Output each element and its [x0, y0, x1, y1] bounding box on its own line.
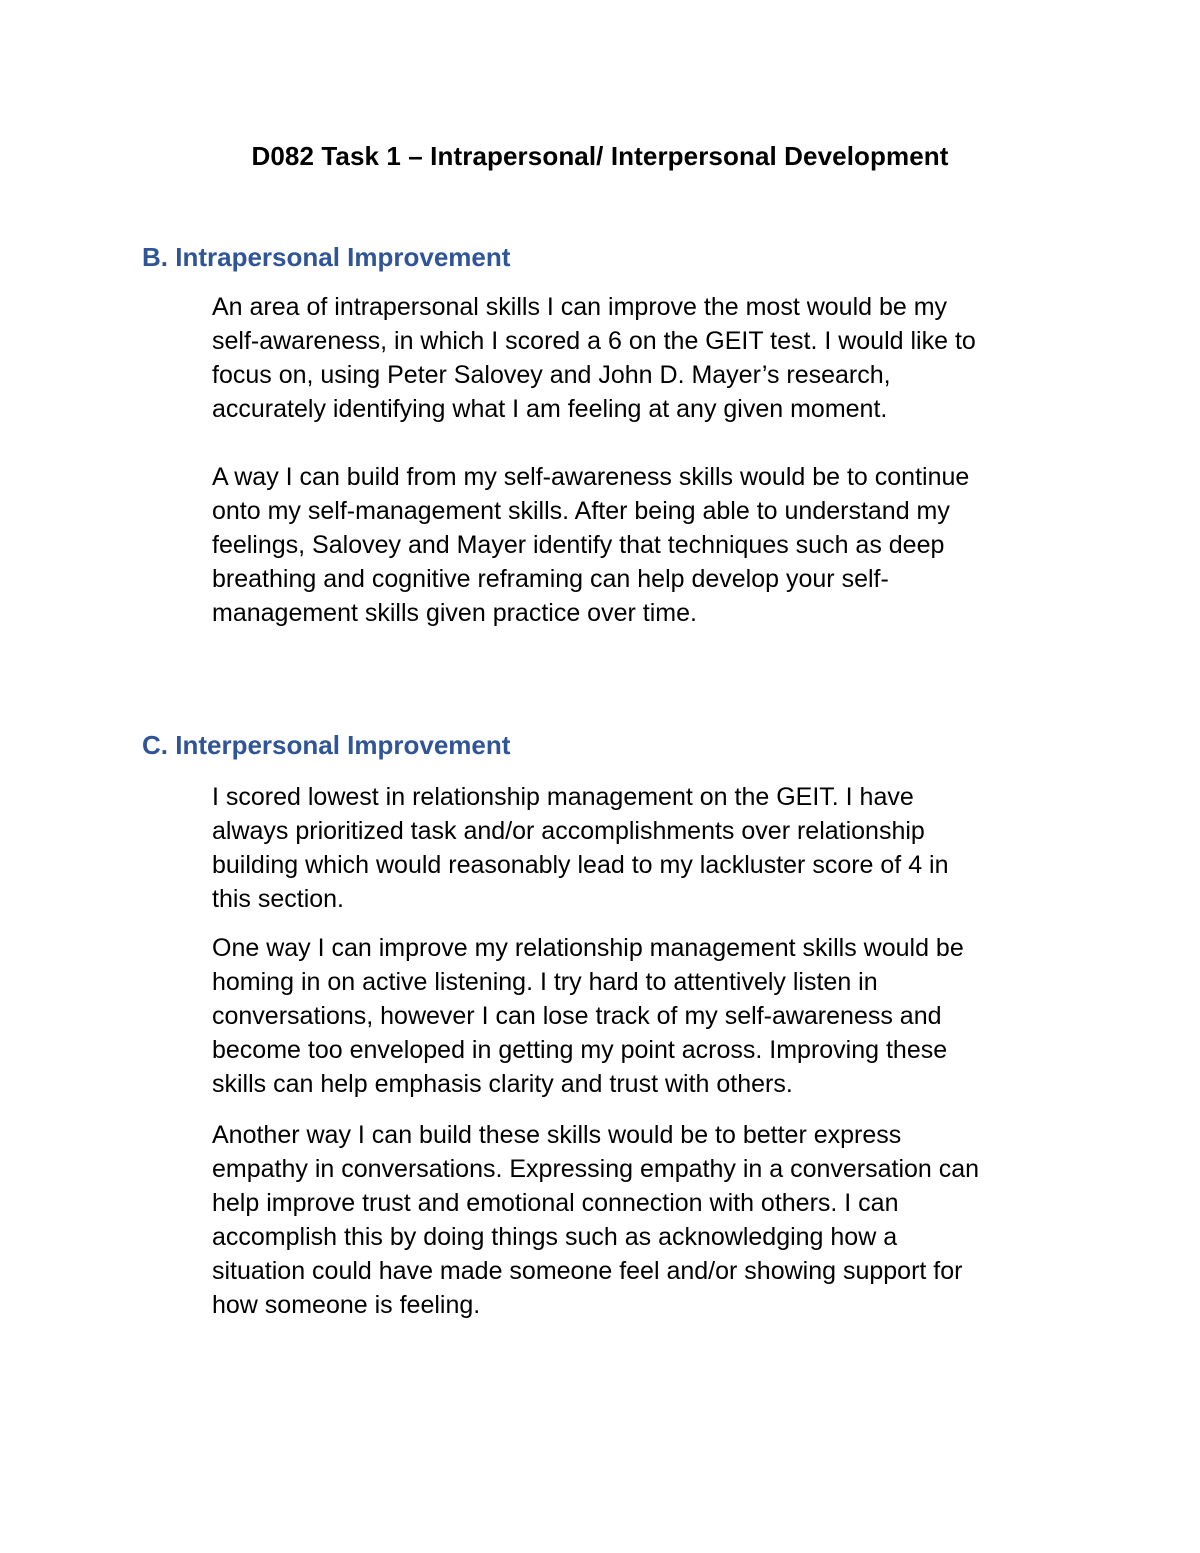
paragraph-interpersonal-2: One way I can improve my relationship management skills would be homing in on active listening. I try hard to attentively listen in conversations, however I can lose track of my self-awareness and become too enveloped in getting my point across. Improving these skills can help emphasis clarity and trust with others. — [212, 934, 964, 1098]
paragraph-intrapersonal-2: A way I can build from my self-awareness skills would be to continue onto my self-management skills. After being able to understand my feelings, Salovey and Mayer identify that techniques such as deep breathing and cognitive reframing can help develop your self- management skills given practice over time. — [212, 463, 970, 627]
paragraph-interpersonal-3: Another way I can build these skills would be to better express empathy in conversations. Expressing empathy in a conversation can help improve trust and emotional connection with others. I can accomplish this by doing things such as acknowledging how a situation could have made someone feel and/or showing support for how someone is feeling. — [212, 1121, 980, 1319]
section-heading-intrapersonal: B. Intrapersonal Improvement — [142, 242, 511, 272]
paragraph-interpersonal-1: I scored lowest in relationship management on the GEIT. I have always prioritized task and/or accomplishments over relationship building which would reasonably lead to my lackluster score of 4 in this section. — [212, 783, 949, 913]
paragraph-intrapersonal-1: An area of intrapersonal skills I can improve the most would be my self-awareness, in which I scored a 6 on the GEIT test. I would like to focus on, using Peter Salovey and John D. Mayer’s research, accurately identifying what I am feeling at any given moment. — [212, 293, 976, 423]
section-heading-interpersonal: C. Interpersonal Improvement — [142, 730, 511, 760]
document-title: D082 Task 1 – Intrapersonal/ Interpersonal Development — [251, 141, 949, 171]
